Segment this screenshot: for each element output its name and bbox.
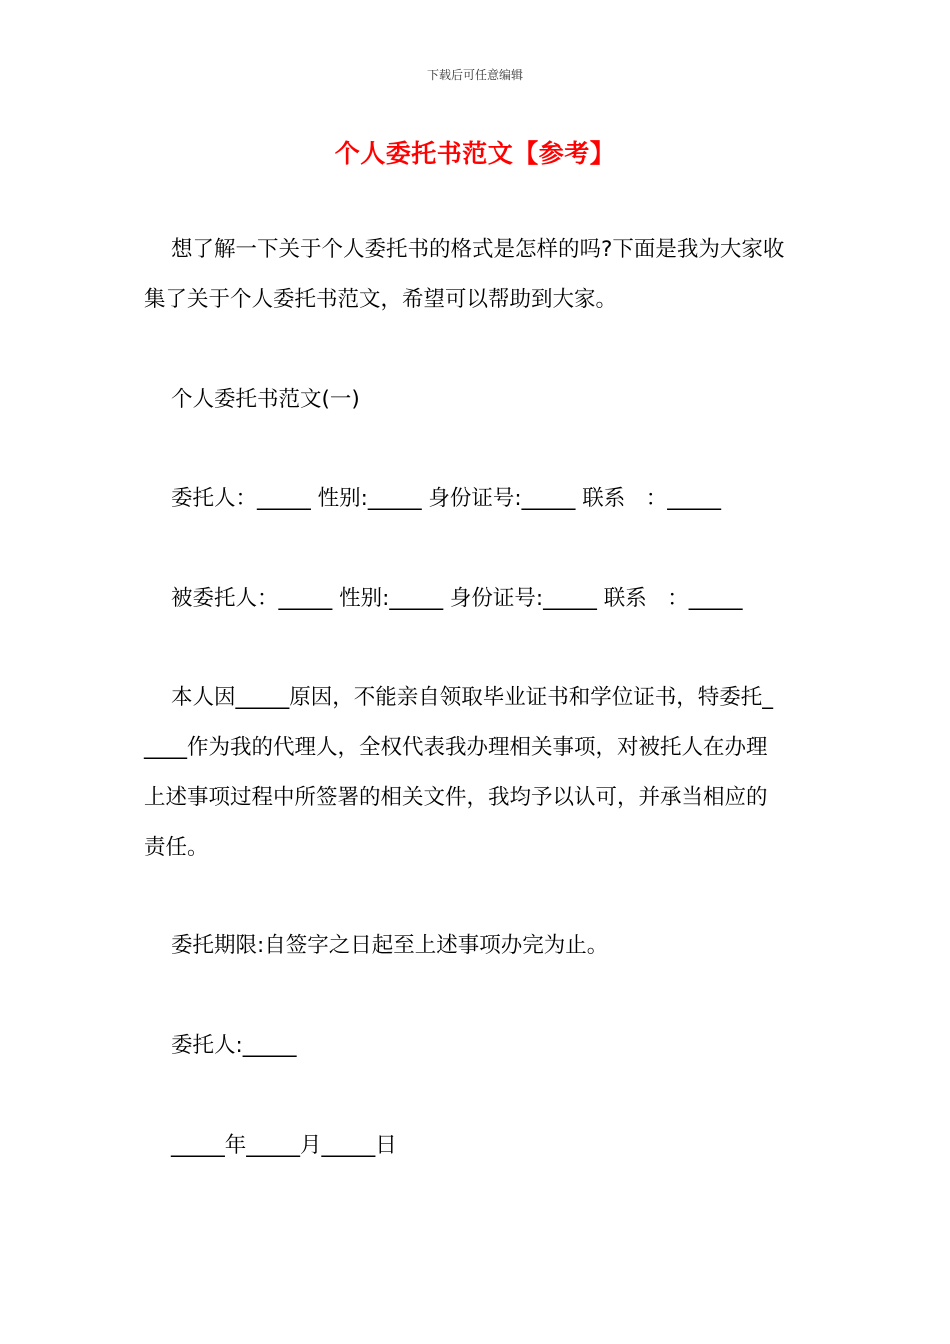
signature-line: 委托人:_____ [171,1033,297,1058]
principal-info-line: 委托人：_____ 性别:_____ 身份证号:_____ 联系 ：_____ [171,486,721,511]
section-heading: 个人委托书范文(一) [171,387,360,412]
intro-line-2: 集了关于个人委托书范文，希望可以帮助到大家。 [144,287,618,312]
body-line-2: ____作为我的代理人，全权代表我办理相关事项，对被托人在办理 [144,735,768,760]
header-note: 下载后可任意编辑 [426,68,523,82]
intro-paragraph [144,225,809,325]
date-line: _____年_____月_____日 [171,1133,397,1158]
body-line-1: 本人因_____原因，不能亲自领取毕业证书和学位证书，特委托_ [171,685,774,710]
term-line: 委托期限:自签字之日起至上述事项办完为止。 [171,933,609,958]
agent-info-line: 被委托人：_____ 性别:_____ 身份证号:_____ 联系 ：_____ [171,586,743,611]
body-paragraph [144,673,809,873]
document-title: 个人委托书范文【参考】 [334,139,616,168]
body-line-4: 责任。 [144,835,209,860]
intro-line-1: 想了解一下关于个人委托书的格式是怎样的吗?下面是我为大家收 [171,237,785,262]
body-line-3: 上述事项过程中所签署的相关文件，我均予以认可，并承当相应的 [144,785,768,810]
